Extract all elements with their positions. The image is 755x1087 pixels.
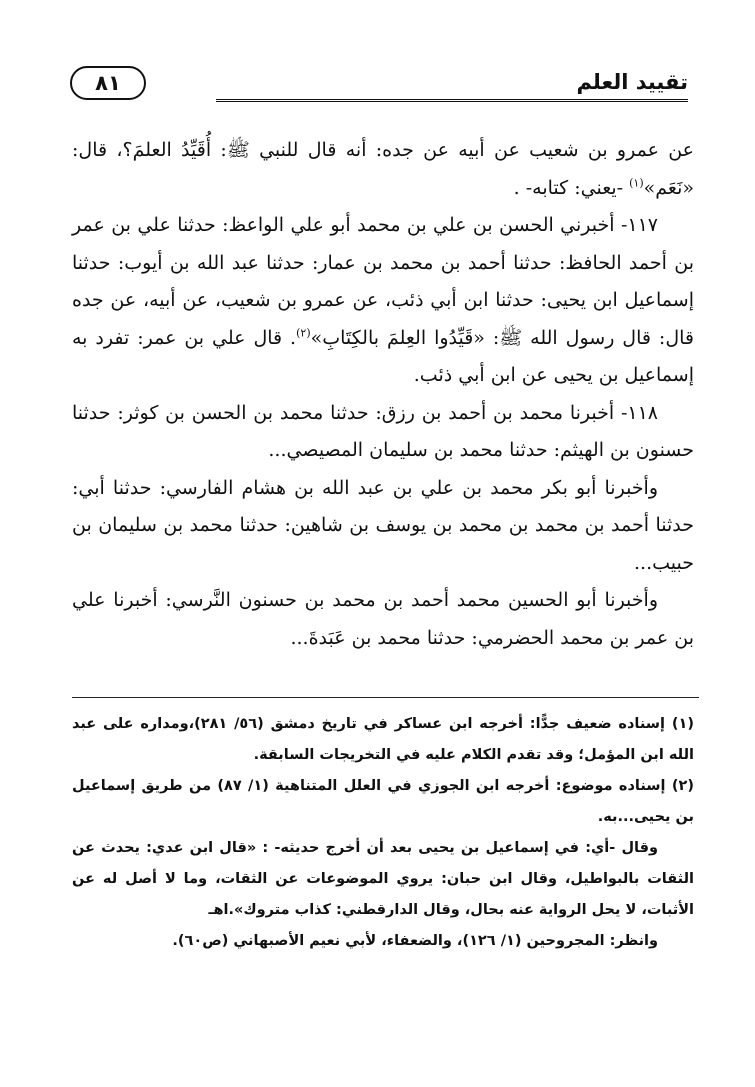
paragraph: عن عمرو بن شعيب عن أبيه عن جده: أنه قال للنبي ﷺ: أُقَيِّدُ العلمَ؟، قال: «نَعَم»$^{(١)}$ -يعني: كتابه- .	[72, 139, 694, 199]
main-text	[72, 132, 694, 657]
footnote-divider	[72, 697, 699, 698]
page-header	[70, 66, 688, 106]
footnote: (٢) إسناده موضوع: أخرجه ابن الجوزي في العلل المتناهية (١/ ٨٧) من طريق إسماعيل بن يحيى...به.	[72, 778, 694, 825]
paragraph: وأخبرنا أبو بكر محمد بن علي بن عبد الله بن هشام الفارسي: حدثنا أبي: حدثنا أحمد بن محمد بن محمد بن يوسف بن شاهين: حدثنا محمد بن سليمان بن حبيب...	[72, 476, 694, 574]
paragraph: وأخبرنا أبو الحسين محمد أحمد بن محمد بن حسنون النَّرسي: أخبرنا علي بن عمر بن محمد الحضرمي: حدثنا محمد بن عَبَدةَ...	[72, 589, 694, 649]
footnote-ref: (٢)	[296, 326, 311, 340]
running-title: تقييد العلم	[576, 70, 688, 94]
page-number: ٨١	[70, 66, 146, 100]
hadith-118: ١١٨- أخبرنا محمد بن أحمد بن رزق: حدثنا محمد بن الحسن بن كوثر: حدثنا حسنون بن الهيثم: حدثنا محمد بن سليمان المصيصي...	[72, 401, 694, 461]
footnote-ref: (١)	[629, 176, 644, 190]
footnotes	[72, 709, 694, 957]
footnote-continuation: وقال -أي: في إسماعيل بن يحيى بعد أن أخرج حديثه- : «قال ابن عدي: يحدث عن الثقات بالبواطيل، وقال ابن حبان: يروي الموضوعات عن الثقات، وما لا أصل له عن الأثبات، لا يحل الرواية عنه بحال، وقال الدارقطني: كذاب متروك».اهـ	[72, 840, 694, 918]
header-rule	[216, 99, 688, 102]
footnote-continuation: وانظر: المجروحين (١/ ١٢٦)، والضعفاء، لأبي نعيم الأصبهاني (ص٦٠).	[172, 933, 658, 949]
hadith-117: ١١٧- أخبرني الحسن بن علي بن محمد أبو علي الواعظ: حدثنا علي بن عمر بن أحمد الحافظ: حدثنا أحمد بن محمد بن عمار: حدثنا عبد الله بن أيوب: حدثنا إسماعيل ابن يحيى: حدثنا ابن أبي ذئب، عن عمرو بن شعيب، عن أبيه، عن جده قال: قال رسول الله ﷺ: «قَيِّدُوا العِلمَ بالكِتَابِ»$^{(٢)}$. قال علي بن عمر: تفرد به إسماعيل بن يحيى عن ابن أبي ذئب.	[72, 214, 694, 386]
footnote: (١) إسناده ضعيف جدًّا: أخرجه ابن عساكر في تاريخ دمشق (٥٦/ ٢٨١)،ومداره على عبد الله ابن المؤمل؛ وقد تقدم الكلام عليه في التخريجات السابقة.	[72, 716, 694, 763]
